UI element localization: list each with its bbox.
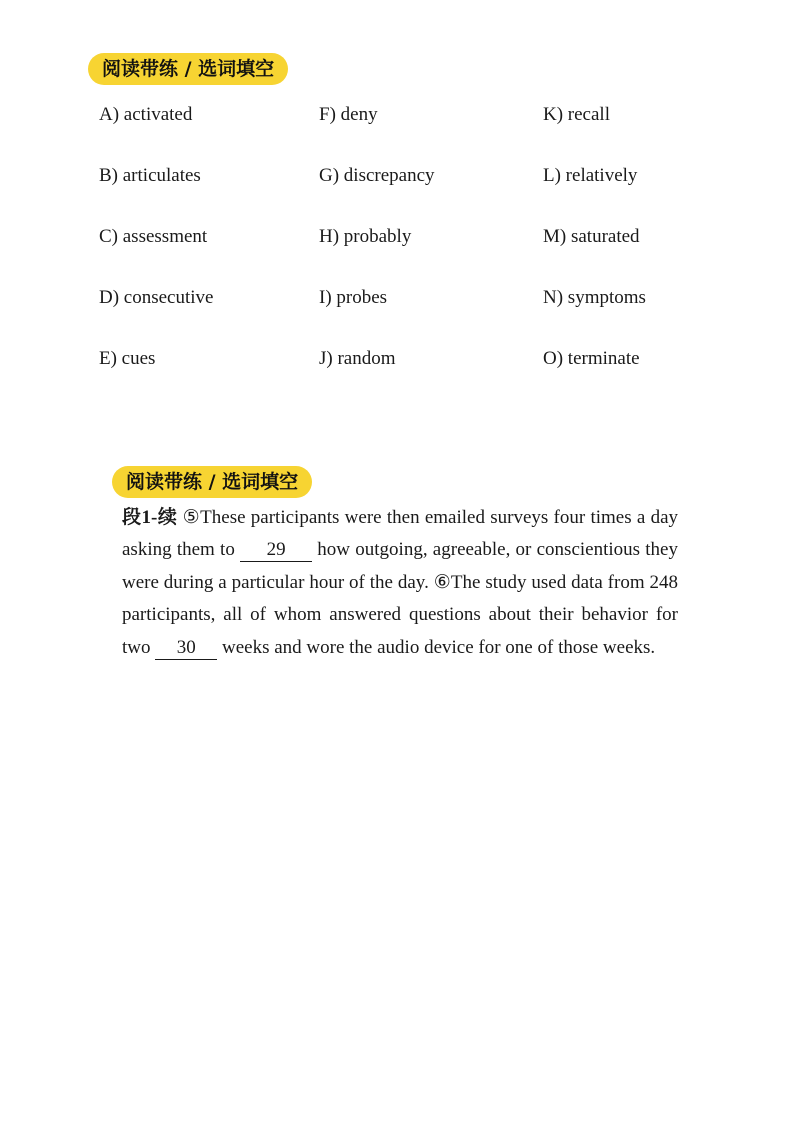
word-bank-row — [99, 283, 719, 313]
passage-text: weeks and wore the audio device for one of those weeks. — [217, 636, 656, 658]
word-option-b: B) articulates — [99, 165, 201, 186]
word-bank-row — [99, 161, 719, 191]
section-tag-word-bank: 阅读带练 / 选词填空 — [88, 53, 288, 85]
word-bank-row — [99, 222, 719, 252]
word-option-d: D) consecutive — [99, 287, 214, 308]
word-option-o: O) terminate — [543, 348, 640, 369]
word-option-i: I) probes — [319, 287, 388, 308]
answer-blank-29[interactable]: 29 — [240, 539, 312, 562]
word-option-e: E) cues — [99, 348, 156, 369]
word-option-j: J) random — [319, 348, 396, 369]
word-option-m: M) saturated — [543, 226, 640, 247]
passage-paragraph — [122, 502, 678, 664]
passage-text: how outgoing, agreeable, or conscientious they were during a particular hour of the day. ⑥The study used data from 248 participants, all of whom answered questions about their behavior for two — [122, 539, 678, 658]
word-option-k: K) recall — [543, 104, 610, 125]
section-tag-passage: 阅读带练 / 选词填空 — [112, 466, 312, 498]
word-option-a: A) activated — [99, 104, 193, 125]
paragraph-label: 段1-续 — [122, 507, 178, 528]
word-option-h: H) probably — [319, 226, 412, 247]
word-option-f: F) deny — [319, 104, 378, 125]
word-option-c: C) assessment — [99, 226, 208, 247]
word-option-l: L) relatively — [543, 165, 638, 186]
word-option-g: G) discrepancy — [319, 165, 435, 186]
word-bank-row — [99, 100, 719, 130]
answer-blank-30[interactable]: 30 — [155, 637, 217, 660]
passage-text: ⑤These participants were then emailed surveys four times a day asking them to — [122, 507, 678, 561]
word-option-n: N) symptoms — [543, 287, 646, 308]
word-bank-row — [99, 344, 719, 374]
